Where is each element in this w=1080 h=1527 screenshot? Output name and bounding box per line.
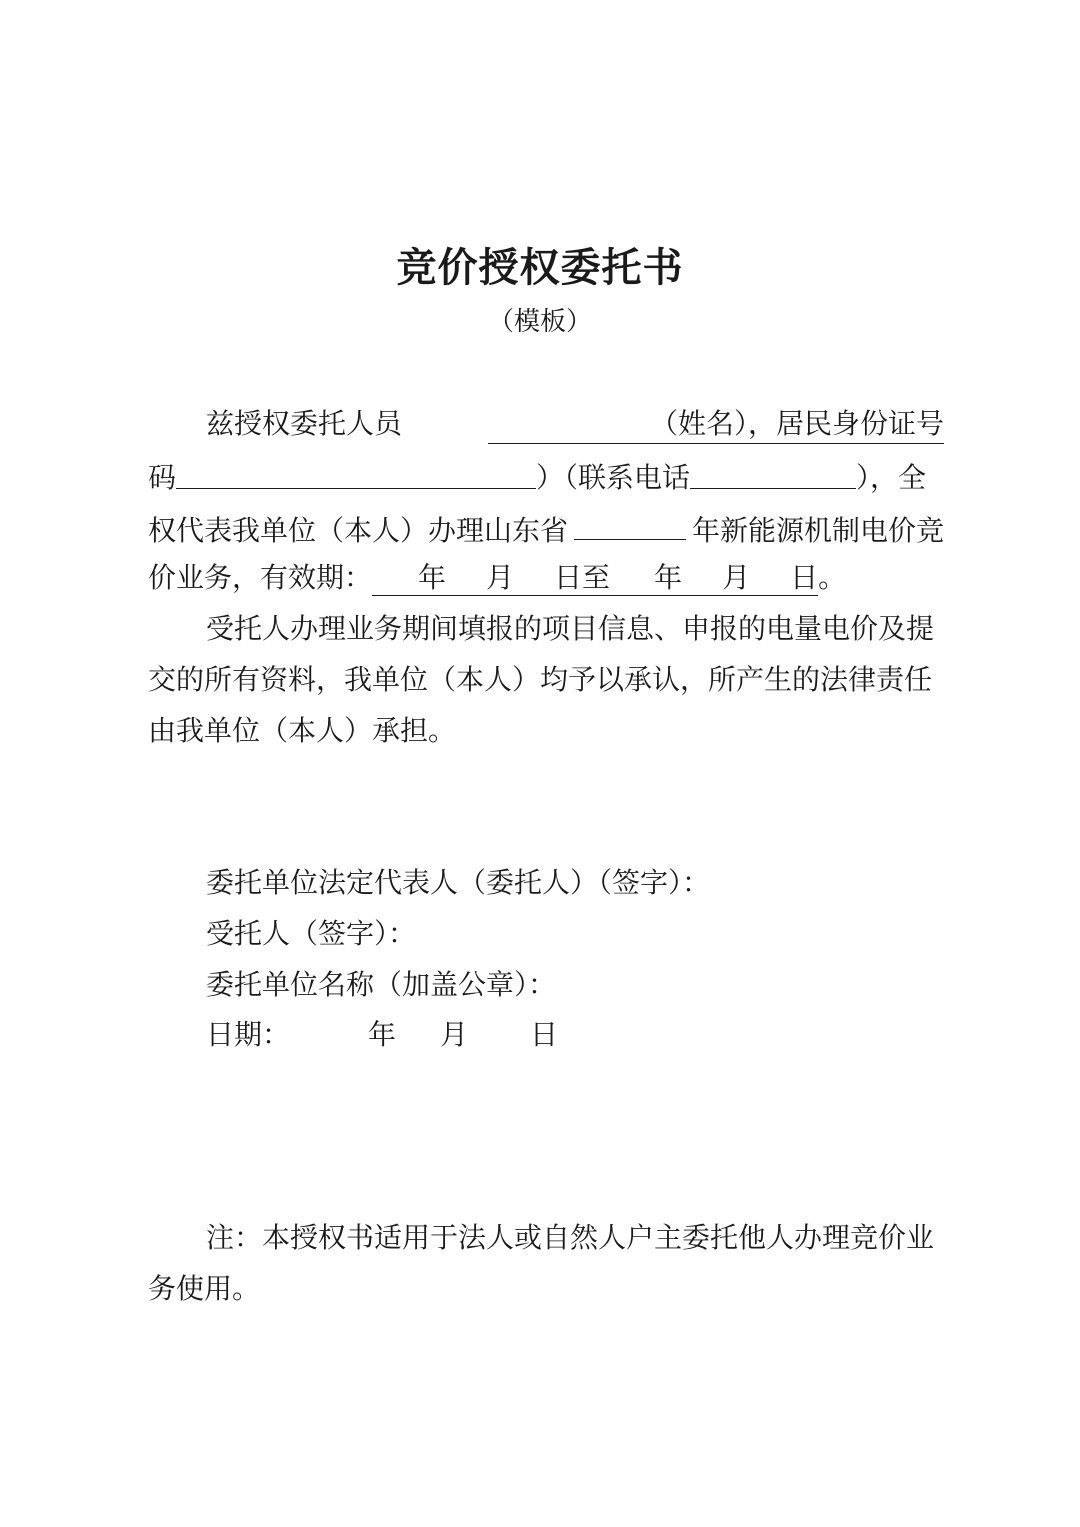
date-label: 日期： [206, 1018, 291, 1051]
year-blank [574, 509, 686, 540]
text-segment: 年新能源机制电价竞 [691, 514, 944, 547]
text-segment: ）（联系电话 [536, 461, 691, 494]
validity-end-month: 月 [722, 561, 751, 594]
paragraph-2-line-2: 交的所有资料，我单位（本人）均予以承认，所产生的法律责任 [148, 663, 933, 696]
validity-end-year: 年 [654, 561, 683, 594]
date-year: 年 [368, 1018, 397, 1051]
paragraph-1-line-4 [148, 560, 944, 596]
unit-seal-line: 委托单位名称（加盖公章）： [206, 968, 557, 1001]
text-segment: 价业务，有效期： [148, 561, 373, 594]
validity-end-day: 日 [790, 561, 819, 594]
text-segment: 码 [148, 461, 177, 494]
paragraph-1-line-2 [148, 458, 944, 496]
paragraph-2-line-1: 受托人办理业务期间填报的项目信息、申报的电量电价及提 [206, 612, 935, 645]
date-month: 月 [440, 1018, 469, 1051]
note-line-2: 务使用。 [148, 1272, 261, 1305]
validity-start-month: 月 [486, 561, 515, 594]
text-segment: ），全 [856, 461, 927, 494]
validity-start-day: 日至 [554, 561, 611, 594]
document-subtitle: （模板） [487, 307, 592, 337]
name-field [488, 406, 944, 444]
paragraph-1-line-1 [206, 406, 944, 444]
id-number-blank [176, 458, 536, 489]
date-line [206, 1017, 944, 1053]
principal-signature-line: 委托单位法定代表人（委托人）（签字）： [206, 866, 711, 899]
phone-blank [690, 458, 856, 489]
text-segment: 权代表我单位（本人）办理山东省 [148, 514, 569, 547]
document-title: 竞价授权委托书 [396, 245, 684, 291]
validity-period-field [372, 561, 818, 596]
paragraph-2-line-3: 由我单位（本人）承担。 [148, 714, 457, 747]
validity-start-year: 年 [418, 561, 447, 594]
text-segment: 。 [818, 561, 847, 594]
text-segment: 兹授权委托人员 [206, 407, 403, 440]
note-line-1: 注：本授权书适用于法人或自然人户主委托他人办理竞价业 [206, 1221, 935, 1254]
date-day: 日 [530, 1018, 559, 1051]
paragraph-1-line-3 [148, 509, 944, 549]
name-hint: （姓名），居民身份证号 [649, 407, 944, 440]
agent-signature-line: 受托人（签字）： [206, 917, 417, 950]
